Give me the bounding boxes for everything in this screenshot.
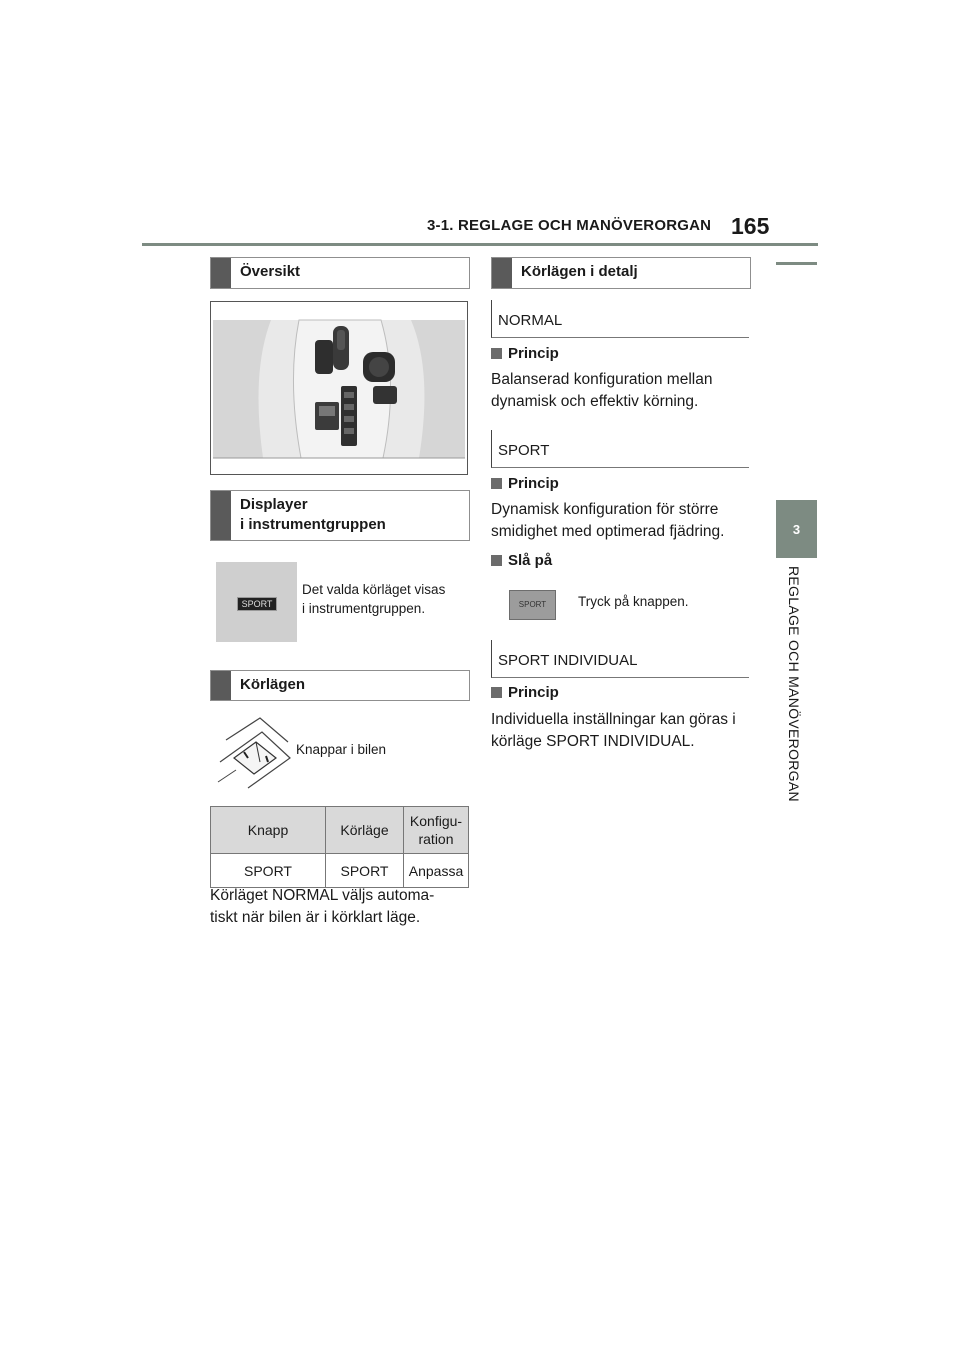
display-caption-line2: i instrumentgruppen. [302,601,426,616]
section-header-title-line1: Displayer [240,496,308,513]
bullet-activate-sport [491,552,552,569]
modes-table [210,806,469,888]
chapter-side-title: REGLAGE OCH MANÖVERORGAN [786,566,802,802]
sport-text-line2: smidighet med optimerad fjädring. [491,523,725,540]
buttons-figure [216,712,292,790]
footer-text-line1: Körläget NORMAL väljs automa- [210,887,435,904]
normal-text-line2: dynamisk och effektiv körning. [491,393,699,410]
sport-button-caption: Tryck på knappen. [578,594,689,609]
section-header-title: Översikt [240,263,301,280]
section-header-title: Körlägen i detalj [521,263,638,280]
section-header-modes [210,670,470,701]
subsection-sport: SPORT [491,430,749,468]
section-header-bar [211,258,231,288]
table-header-cell: Knapp [211,807,326,854]
sport-indicator-badge: SPORT [237,597,277,611]
bullet-principle-individual [491,684,559,701]
section-header-displays [210,490,470,541]
table-header-line: ration [418,831,454,847]
footer-text-line2: tiskt när bilen är i körklart läge. [210,909,421,926]
header-rule [142,243,818,246]
section-header-bar [211,671,231,700]
table-header-cell: Körläge [326,807,404,854]
table-header-cell [404,807,469,854]
bullet-square-icon [491,478,502,489]
table-header-line: Konfigu- [409,813,463,829]
section-header-overview [210,257,470,289]
bullet-principle-normal [491,345,559,362]
subsection-sport-individual: SPORT INDIVIDUAL [491,640,749,678]
bullet-label: Princip [508,684,559,701]
buttons-illustration [216,712,292,790]
section-header-title-line2: i instrumentgruppen [240,516,386,533]
buttons-caption: Knappar i bilen [296,742,387,757]
section-header-details [491,257,751,289]
sport-button[interactable]: SPORT [509,590,556,620]
bullet-label: Princip [508,345,559,362]
normal-text-line1: Balanserad konfiguration mellan [491,371,713,388]
bullet-principle-sport [491,475,559,492]
bullet-square-icon [491,687,502,698]
individual-text-line1: Individuella inställningar kan göras i [491,711,736,728]
table-row [211,854,469,888]
bullet-square-icon [491,348,502,359]
bullet-label: Princip [508,475,559,492]
page-number: 165 [731,213,770,239]
bullet-label: Slå på [508,552,553,569]
table-cell: SPORT [211,854,326,888]
chapter-tab[interactable] [776,500,817,558]
overview-figure [210,301,468,475]
side-rule [776,262,817,265]
section-header-bar [211,491,231,540]
section-header-title: Körlägen [240,676,306,693]
instrument-cluster-figure [216,562,297,642]
individual-text-line2: körläge SPORT INDIVIDUAL. [491,733,695,750]
center-console-illustration [211,302,467,474]
table-cell: SPORT [326,854,404,888]
chapter-tab-number: 3 [792,521,801,537]
table-header-row [211,807,469,854]
section-header-bar [492,258,512,288]
display-caption-line1: Det valda körläget visas [302,582,446,597]
bullet-square-icon [491,555,502,566]
subsection-normal: NORMAL [491,300,749,338]
chapter-heading: 3-1. REGLAGE OCH MANÖVERORGAN [427,217,712,234]
sport-text-line1: Dynamisk konfiguration för större [491,501,719,518]
table-cell: Anpassa [404,854,469,888]
